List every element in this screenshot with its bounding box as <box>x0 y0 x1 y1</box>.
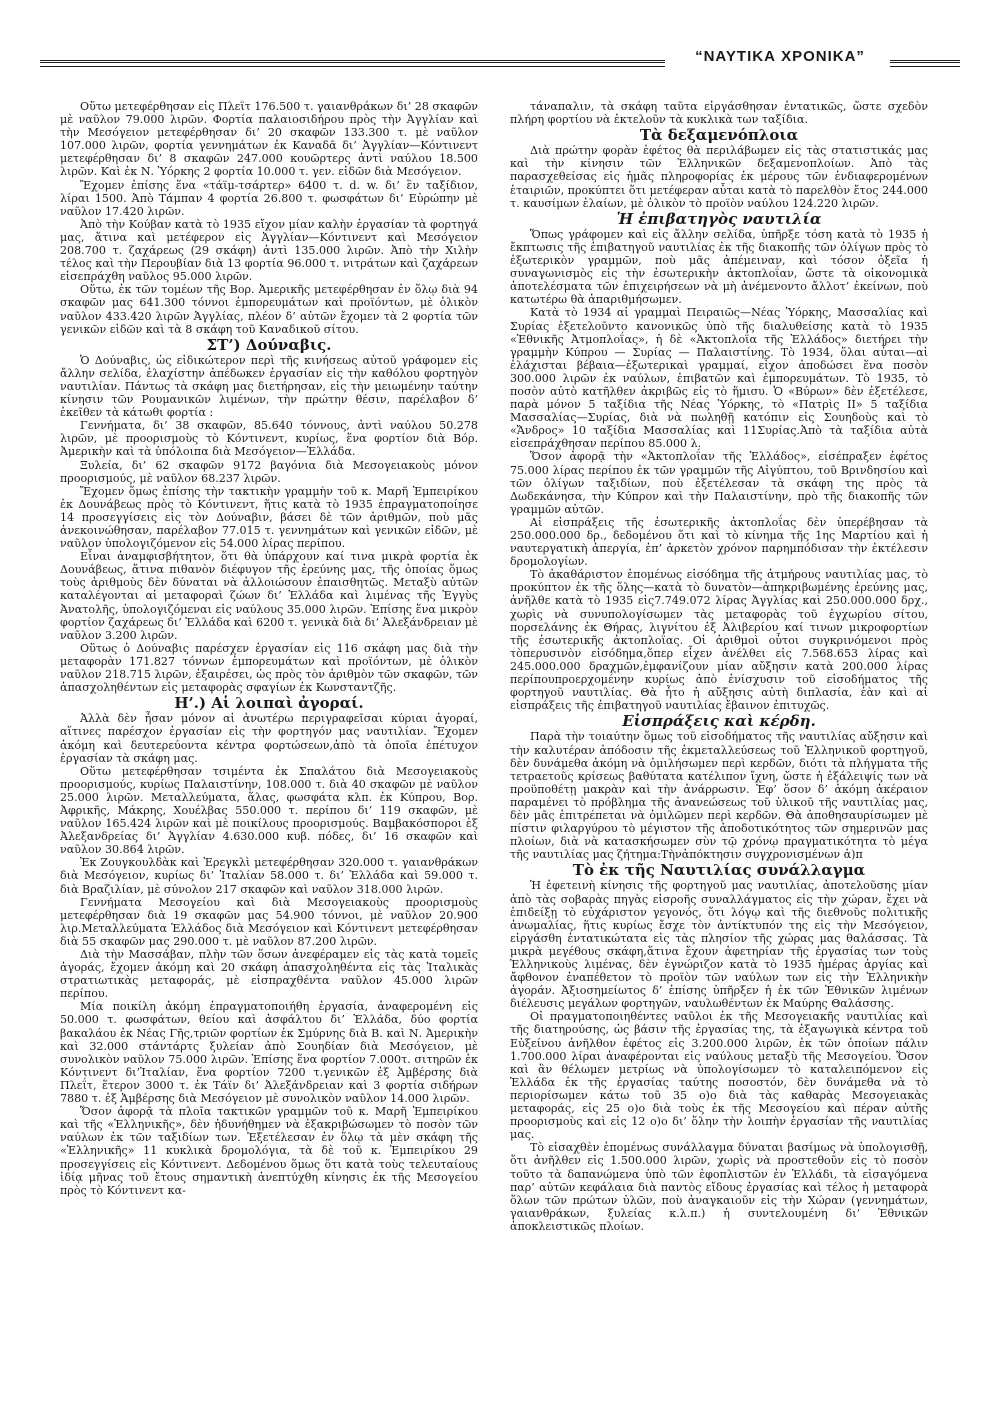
paragraph: Τὸ ἀκαθάριστον ἑπομένως εἰσόδημα τῆς ἀτμήρους ναυτιλίας μας, τὸ προκύπτον ἐκ τῆς ὅλης—κατὰ τὸ δυνατὸν—ἀπηκριβωμένης ἐρεύνης μας, ἀνῆλθε κατὰ τὸ 1935 εἰς7.749.072 λίρας Ἀγγλίας καὶ 250.000.000 δρχ., χωρὶς νὰ συνυπολογίσωμεν τὰς μεταφορὰς τοῦ ἐγχωρίου σίτου, πορσελάνης ἐκ Θήρας, λιγνίτου ἐξ Ἀλιβερίου καί τινων μικροφορτίων τῆς ἐσωτερικῆς ἀκτοπλοΐας. Οἱ ἀριθμοὶ οὗτοι συγκρινόμενοι πρὸς τὸπερυσινὸν εἰσόδημα,ὅπερ εἶχεν ἀνέλθει εἰς 7.568.653 λίρας καὶ 245.000.000 δραχμῶν,ἐμφανίζουν μίαν αὔξησιν κατὰ 200.000 λίρας περίπουπροερχομένην κυρίως ἀπὸ ἐνίσχυσιν τοῦ εἰσοδήματος τῆς φορτηγοῦ ναυτιλίας. Θὰ ἦτο ἡ αὔξησις αὐτὴ διπλασία, ἐὰν καὶ αἱ εἰσπράξεις τῆς ἐπιβατηγοῦ ναυτιλίας ἔβαινον ἐπιτυχῶς. <box>510 568 928 713</box>
paragraph: Ἡ ἐφετεινὴ κίνησις τῆς φορτηγοῦ μας ναυτιλίας, ἀποτελοῦσης μίαν ἀπὸ τὰς σοβαρὰς πηγὰς εἰσροῆς συναλλάγματος εἰς τὴν χώραν, ἔχει νὰ ἐπιδείξῃ τὸ εὐχάριστον γεγονός, ὅτι λόγῳ καὶ τῆς διεθνοῦς πολιτικῆς ἀνωμαλίας, ἥτις κυρίως ἔσχε τὸν ἀντίκτυπόν της εἰς τὴν Μεσόγειον, εἰργάσθη ἐντατικώτατα εἰς τὰς πλησίον τῆς χώρας μας θαλάσσας. Τὰ μικρὰ μεγέθους σκάφη,ἅτινα ἔχουν ἀφετηρίαν τῆς ἐργασίας των τοὺς Ἑλληνικοὺς λιμένας, δὲν ἐγνώριζον κατὰ τὸ 1935 ἡμέρας ἀργίας καὶ ἄφθονον ἐναπέθετον τὸ προϊὸν τῶν ναύλων των εἰς τὴν Ἑλληνικὴν ἀγοράν. Ἀξιοσημείωτος δ’ ἐπίσης ὑπῆρξεν ἡ ἐκ τῶν Ἐθνικῶν λιμένων διέλευσις μεγάλων φορτηγῶν, ναυλωθέντων ἐκ Μαύρης Θαλάσσης. <box>510 879 928 1011</box>
paragraph: Ἐκ Ζουγκουλδὰκ καὶ Ἐρεγκλὶ μετεφέρθησαν 320.000 τ. γαιανθράκων διὰ Μεσόγειον, κυρίως δι’ Ἰταλίαν 58.000 τ. δι’ Ἑλλάδα καὶ 59.000 τ. διὰ Βραζιλίαν, μὲ σύνολον 217 σκαφῶν καὶ ναῦλον 318.000 λιρῶν. <box>60 856 478 896</box>
left-column <box>60 100 478 1390</box>
journal-title: “ΝΑΥΤΙΚΑ ΧΡΟΝΙΚΑ” <box>695 48 865 65</box>
paragraph: τάναπαλιν, τὰ σκάφη ταῦτα εἰργάσθησαν ἐντατικῶς, ὥστε σχεδὸν πλήρη φορτίου νὰ ἐκτελοῦν τὰ κυκλικὰ των ταξίδια. <box>510 100 928 127</box>
paragraph: Τὸ εἰσαχθὲν ἑπομένως συνάλλαγμα δύναται βασίμως νὰ ὑπολογισθῇ, ὅτι ἀνῆλθεν εἰς 1.500.000 λιρῶν, χωρὶς νὰ προστεθοῦν εἰς τὸ ποσὸν τοῦτο τὰ δαπανώμενα ὑπὸ τῶν ἐφοπλιστῶν ἐν Ἑλλάδι, τὰ εἰσαγόμενα παρ’ αὐτῶν κεφάλαια διὰ παντὸς εἴδους ἐργασίας καὶ τέλος ἡ μεταφορὰ ὅλων τῶν πρώτων ὑλῶν, ποὺ ἀναγκαιοῦν εἰς τὴν Χώραν (γεννημάτων, γαιανθράκων, ξυλείας κ.λ.π.) ἡ συντελουμένη δι’ Ἐθνικῶν ἀποκλειστικῶς πλοίων. <box>510 1141 928 1233</box>
paragraph: Ὁ Δούναβις, ὡς εἰδικώτερον περὶ τῆς κινήσεως αὐτοῦ γράφομεν εἰς ἄλλην σελίδα, ἐλαχίστην ἀπέδωκεν ἐργασίαν εἰς τὴν καθόλου φορτηγὸν ναυτιλίαν. Πάντως τὰ σκάφη μας διετήρησαν, εἰς τὴν μειωμένην ταύτην κίνησιν τῶν Ρουμανικῶν λιμένων, τὴν πρώτην θέσιν, παρέλαβον δ’ ἐκεῖθεν τὰ κάτωθι φορτία : <box>60 353 478 420</box>
section-heading: Ἡ ἐπιβατηγὸς ναυτιλία <box>616 209 822 228</box>
right-column <box>510 100 928 1390</box>
page-header <box>40 48 960 78</box>
paragraph: Οὕτω, ἐκ τῶν τομέων τῆς Βορ. Ἀμερικῆς μετεφέρθησαν ἐν ὅλῳ διὰ 94 σκαφῶν μας 641.300 τόννοι ἐμπορευμάτων καὶ προϊόντων, μὲ ὁλικὸν ναῦλον 433.420 λιρῶν Ἀγγλίας, πλέον δ’ αὐτῶν ἔχομεν τὰ 2 φορτία τῶν γενικῶν εἰδῶν καὶ τὰ 8 σκάφη τοῦ Καναδικοῦ σίτου. <box>60 283 478 336</box>
paragraph: Ὅσον ἀφορᾷ τὰ πλοῖα τακτικῶν γραμμῶν τοῦ κ. Μαρῆ Ἐμπειρίκου καὶ τῆς «Ἑλληνικῆς», δὲν ἠδυνήθημεν νὰ ἐξακριβώσωμεν τὸ ποσὸν τῶν ναύλων ἐκ τῶν ταξιδίων των. Ἐξετέλεσαν ἐν ὅλῳ τὰ μὲν σκάφη τῆς «Ἑλληνικῆς» 11 κυκλικὰ δρομολόγια, τὰ δὲ τοῦ κ. Ἐμπειρίκου 29 προσεγγίσεις εἰς Κόντινεντ. Δεδομένου ὅμως ὅτι κατὰ τοὺς τελευταίους ἰδίᾳ μῆνας τοῦ ἔτους σημαντικὴ ἀνεπτύχθη κίνησις ἐκ τῆς Μεσογείου πρὸς τὸ Κόντινεντ κα- <box>60 1105 478 1197</box>
paragraph: Ἀλλὰ δὲν ἦσαν μόνον αἱ ἀνωτέρω περιγραφεῖσαι κύριαι ἀγοραί, αἵτινες παρέσχον ἐργασίαν εἰς τὴν φορτηγόν μας ναυτιλίαν. Ἔχομεν ἀκόμη καὶ δευτερεύοντα κέντρα φορτώσεων,ἀπὸ τὰ ὁποῖα ἐπέτυχον ἐργασίαν τὰ σκάφη μας. <box>60 712 478 765</box>
section-heading: Εἰσπράξεις καὶ κέρδη. <box>622 712 816 731</box>
paragraph: Μία ποικίλη ἀκόμη ἐπραγματοποιήθη ἐργασία, ἀναφερομένη εἰς 50.000 τ. φωσφάτων, θείου καὶ ἀσφάλτου δι’ Ἑλλάδα, δύο φορτία βακαλάου ἐκ Νέας Γῆς,τριῶν φορτίων ἐκ Σμύρνης διὰ Β. καὶ Ν. Ἀμερικὴν καὶ 32.000 στάντάρτς ξυλείαν ἀπὸ Σουηδίαν διὰ Μεσόγειον, μὲ συνολικὸν ναῦλον 75.000 λιρῶν. Ἐπίσης ἕνα φορτίον 7.000τ. σιτηρῶν ἐκ Κόντινεντ δι’Ἰταλίαν, ἕνα φορτίον 7200 τ.γενικῶν ἐξ Ἀμβέρσης διὰ Πλεΐτ, ἕτερον 3000 τ. ἐκ Τάϊν δι’ Ἀλεξάνδρειαν καὶ 3 φορτία σιδήρων 7880 τ. ἐξ Ἀμβέρσης διὰ Μεσόγειον μὲ συνολικὸν ναῦλον 14.000 λιρῶν. <box>60 1000 478 1106</box>
paragraph: Ὅπως γράφομεν καὶ εἰς ἄλλην σελίδα, ὑπῆρξε τόση κατὰ τὸ 1935 ἡ ἔκπτωσις τῆς ἐπιβατηγοῦ ναυτιλίας ἐκ τῆς διακοπῆς τῶν ὀλίγων πρὸς τὸ ἐξωτερικὸν γραμμῶν, ποὺ μᾶς ἀπέμειναν, καὶ τόσον ὀξεῖα ἡ συναγωνισμὸς εἰς τὴν ἐσωτερικὴν ἀκτοπλοΐαν, ὥστε τὰ οἰκονομικὰ ἀποτελέσματα τῶν ἐπιχειρήσεων νὰ μὴ ἀνέμενοντο ἄλλοτ’ ἐκείνων, ποὺ κατωτέρω θὰ ἀπαριθμήσωμεν. <box>510 227 928 307</box>
header-rule-left <box>40 60 665 67</box>
paragraph: Γεννήματα Μεσογείου καὶ διὰ Μεσογειακοὺς προορισμοὺς μετεφέρθησαν διὰ 19 σκαφῶν μας 54.900 τόννοι, μὲ ναῦλον 20.900 λιρ.Μεταλλεύματα Ἑλλάδος διὰ Μεσόγειον καὶ Κόντινεντ μετεφέρθησαν διὰ 55 σκαφῶν μας 290.000 τ. μὲ ναῦλον 87.200 λιρῶν. <box>60 895 478 948</box>
paragraph: Παρὰ τὴν τοιαύτην ὅμως τοῦ εἰσοδήματος τῆς ναυτιλίας αὔξησιν καὶ τὴν καλυτέραν ἀπόδοσιν τῆς ἐκμεταλλεύσεως τοῦ Ἑλληνικοῦ φορτηγοῦ, δὲν δυνάμεθα ἀκόμη νὰ ὁμιλήσωμεν περὶ κερδῶν, διότι τὰ πλήγματα τῆς τετραετοῦς κρίσεως βαθύτατα κατέλιπον ἴχνη, ὥστε ἡ ἐξάλειψίς των νὰ προϋποθέτῃ μακρὰν καὶ τὴν ἀνάρρωσιν. Ἐφ’ ὅσον δ’ ἀκόμη ἀκέραιον παραμένει τὸ πρόβλημα τῆς ἀνανεώσεως τοῦ ὑλικοῦ τῆς ναυτιλίας μας, δὲν μᾶς ἐπιτρέπεται νὰ ὁμιλῶμεν περὶ κερδῶν. Θὰ ἀποθησαυρίσωμεν μὲ πίστιν φιλαργύρου τὸ μέγιστον τῆς ἀποδοτικότητος τῶν σημερινῶν μας πλοίων, διὰ νὰ κατασκήσωμεν σὺν τῷ χρόνῳ πραγματικότητα τὸ μέγα τῆς ναυτιλίας μας ζήτημα:Τὴνἀπόκτησιν συγχρονισμένων ἀ)π <box>510 730 928 862</box>
header-rule-right <box>890 60 960 67</box>
paragraph: Διὰ τὴν Μασσάβαν, πλὴν τῶν ὅσων ἀνεφέραμεν εἰς τὰς κατὰ τομεῖς ἀγοράς, ἔχομεν ἀκόμη καὶ 20 σκάφη ἀπασχοληθέντα εἰς τὰς Ἰταλικὰς στρατιωτικὰς μεταφοράς, μὲ εἰσπραχθέντα ναῦλον 45.000 λιρῶν περίπου. <box>60 948 478 1001</box>
paragraph: Ἔχομεν ὅμως ἐπίσης τὴν τακτικὴν γραμμὴν τοῦ κ. Μαρῆ Ἐμπειρίκου ἐκ Δουνάβεως πρὸς τὸ Κόντινεντ, ἥτις κατὰ τὸ 1935 ἐπραγματοποίησε 14 προσεγγίσεις εἰς τὸν Δούναβιν, βάσει δὲ τῶν ἀριθμῶν, ποὺ μᾶς ἀνεκοινώθησαν, παρέλαβον 77.015 τ. γεννημάτων καὶ γενικῶν εἰδῶν, μὲ ναῦλον ὑπολογιζόμενον εἰς 54.000 λίρας περίπου. <box>60 484 478 551</box>
paragraph: Οὕτως ὁ Δούναβις παρέσχεν ἐργασίαν εἰς 116 σκάφη μας διὰ τὴν μεταφορὰν 171.827 τόννων ἐμπορευμάτων καὶ προϊόντων, μὲ ὁλικὸν ναῦλον 218.715 λιρῶν, ἐξαιρέσει, ὡς πρὸς τὸν ἀριθμὸν τῶν σκαφῶν, τῶν ἀπασχοληθέντων εἰς μεταφορὰς σφαγίων ἐκ Κωνσταντζῆς. <box>60 641 478 695</box>
paragraph: Κατὰ τὸ 1934 αἱ γραμμαὶ Πειραιῶς—Νέας Ὑόρκης, Μασσαλίας καὶ Συρίας ἐξετελοῦντο κανονικῶς ὑπὸ τῆς διαλυθείσης κατὰ τὸ 1935 «Ἐθνικῆς Ἀτμοπλοΐας», ἡ δὲ «Ἀκτοπλοΐα τῆς Ἑλλάδος» διετήρει τὴν γραμμὴν Κύπρου — Συρίας — Παλαιστίνης. Τὸ 1934, ὅλαι αὗται—αἱ ἐλάχισται βέβαια—ἐξωτερικαὶ γραμμαί, εἶχον ἀποδώσει ἕνα ποσὸν 300.000 λιρῶν ἐκ ναύλων, ἐπιβατῶν καὶ ἐμπορευμάτων. Τὸ 1935, τὸ ποσὸν αὐτὸ κατῆλθεν ἀκριβῶς εἰς τὸ ἥμισυ. Ὁ «Βύρων» δὲν ἐξετέλεσε, παρὰ μόνον 5 ταξίδια τῆς Νέας Ὑόρκης, τὸ «Πατρὶς ΙΙ» 5 ταξίδια Μασσαλίας—Συρίας, διὰ νὰ πωληθῇ κατόπιν εἰς Σουηδοὺς καὶ τὸ «Ἄνδρος» 10 ταξίδια Μασσαλίας καὶ 11Συρίας.Ἀπὸ τὰ ταξίδια αὐτὰ εἰσεπράχθησαν περίπου 85.000 λ. <box>510 306 928 451</box>
paragraph: Γεννήματα, δι’ 38 σκαφῶν, 85.640 τόννους, ἀντὶ ναύλου 50.278 λιρῶν, μὲ προορισμοὺς τὸ Κόντινεντ, κυρίως, ἕνα φορτίον διὰ Βόρ. Ἀμερικὴν καὶ τὰ ὑπόλοιπα διὰ Μεσόγειον—Ἑλλάδα. <box>60 419 478 459</box>
paragraph: Ἀπὸ τὴν Κούβαν κατὰ τὸ 1935 εἴχον μίαν καλὴν ἐργασίαν τὰ φορτηγά μας, ἅτινα καὶ μετέφερον εἰς Ἀγγλίαν—Κόντινεντ καὶ Μεσόγειον 208.700 τ. ζαχάρεως (29 σκάφη) ἀντὶ 135.000 λιρῶν. Ἀπὸ τὴν Χιλὴν τέλος καὶ τὴν Περουβίαν διὰ 13 φορτία 96.000 τ. νιτράτων καὶ ζαχάρεων εἰσεπράχθη ναῦλος 95.000 λιρῶν. <box>60 217 478 284</box>
paragraph: Οὕτω μετεφέρθησαν εἰς Πλεΐτ 176.500 τ. γαιανθράκων δι’ 28 σκαφῶν μὲ ναῦλον 79.000 λιρῶν. Φορτία παλαιοσιδήρου πρὸς τὴν Ἀγγλίαν καὶ τὴν Μεσόγειον μετεφέρθησαν δι’ 20 σκαφῶν 133.300 τ. μὲ ναῦλον 107.000 λιρῶν, φορτία γεννημάτων ἐκ Καναδᾶ δι’ Ἀγγλίαν—Κόντινεντ μετεφέρθησαν δι’ 8 σκαφῶν 247.000 κουῶρτερς ἀντὶ ναύλου 18.500 λιρῶν. Καὶ ἐκ Ν. Ὑόρκης 2 φορτία 10.000 τ. γεν. εἰδῶν διὰ Μεσόγειον. <box>60 100 478 179</box>
paragraph: Ὅσον ἀφορᾷ τὴν «Ἀκτοπλοΐαν τῆς Ἑλλάδος», εἰσέπραξεν ἐφέτος 75.000 λίρας περίπου ἐκ τῶν γραμμῶν τῆς Αἰγύπτου, τοῦ Βρινδησίου καὶ τῶν ὀλίγων ταξιδίων, ποὺ ἐξετέλεσαν τὰ σκάφη της πρὸς τὰ Δωδεκάνησα, τὴν Κύπρον καὶ τὴν Παλαιστίνην, πρὸ τῆς διακοπῆς τῶν γραμμῶν αὐτῶν. <box>510 450 928 516</box>
section-heading: Η’.) Αἱ λοιπαὶ ἀγοραί. <box>174 694 364 713</box>
section-heading: Τὸ ἐκ τῆς Ναυτιλίας συνάλλαγμα <box>572 861 866 880</box>
paragraph: Ξυλεία, δι’ 62 σκαφῶν 9172 βαγόνια διὰ Μεσογειακοὺς μόνον προορισμούς, μὲ ναῦλον 68.237 λιρῶν. <box>60 458 478 485</box>
paragraph: Οὕτω μετεφέρθησαν τσιμέντα ἐκ Σπαλάτου διὰ Μεσογειακοὺς προορισμούς, κυρίως Παλαιστίνην, 108.000 τ. διὰ 40 σκαφῶν μὲ ναῦλον 25.000 λιρῶν. Μεταλλεύματα, ἅλας, φωσφάτα κλπ. ἐκ Κύπρου, Βορ. Ἀφρικῆς, Μάκρης, Χουέλβας 550.000 τ. περίπου δι’ 119 σκαφῶν, μὲ ναῦλον 165.424 λιρῶν καὶ μὲ ποικίλους προορισμούς. Βαμβακόσποροι ἐξ Ἀλεξανδρείας δι’ Ἀγγλίαν 4.630.000 κυβ. πόδες, δι’ 16 σκαφῶν καὶ ναῦλον 30.864 λιρῶν. <box>60 764 478 857</box>
paragraph: Οἱ πραγματοποιηθέντες ναῦλοι ἐκ τῆς Μεσογειακῆς ναυτιλίας καὶ τῆς διατηρούσης, ὡς βάσιν τῆς ἐργασίας της, τὰ ἐξαγωγικὰ κέντρα τοῦ Εὐξείνου ἀνῆλθον ἐφέτος εἰς 3.200.000 λιρῶν, ἐκ τῶν ὁποίων πάλιν 1.700.000 λίραι ἀναφέρονται εἰς ναύλους μεταξὺ τῆς Μεσογείου. Ὅσον καὶ ἂν θέλωμεν μετρίως νὰ ὑπολογίσωμεν τὸ καταλειπόμενον εἰς Ἑλλάδα ἐκ τῆς ἐργασίας ταύτης ποσοστόν, δὲν δυνάμεθα νὰ τὸ περιορίσωμεν κάτω τοῦ 35 ο)ο διὰ τὰς καθαρὰς Μεσογειακὰς μεταφοράς, εἰς 25 ο)ο διὰ τοὺς ἐκ τῆς Μεσογείου καὶ πέραν αὐτῆς προορισμοὺς καὶ εἰς 12 ο)ο δι’ ὅλην τὴν λοιπὴν ἐργασίαν τῆς ναυτιλίας μας. <box>510 1010 928 1142</box>
paragraph: Αἱ εἰσπράξεις τῆς ἐσωτερικῆς ἀκτοπλοΐας δὲν ὑπερέβησαν τὰ 250.000.000 δρ., δεδομένου ὅτι καὶ τὸ κίνημα τῆς 1ης Μαρτίου καὶ ἡ ναυτεργατικὴ ἀπεργία, ἐπ’ ἀρκετὸν χρόνον παρημπόδισαν τὴν ἐκτέλεσιν δρομολογίων. <box>510 515 928 569</box>
paragraph: Διὰ πρώτην φορὰν ἐφέτος θὰ περιλάβωμεν εἰς τὰς στατιστικάς μας καὶ τὴν κίνησιν τῶν Ἑλληνικῶν δεξαμενοπλοίων. Ἀπὸ τὰς παρασχεθείσας εἰς ἡμᾶς πληροφορίας ἐκ μέρους τῶν ἐνδιαφερομένων ἑταιριῶν, προκύπτει ὅτι μετέφεραν αὗται κατὰ τὸ παρελθὸν ἔτος 244.000 τ. καυσίμων ἐλαίων, μὲ ὁλικὸν τὸ προϊὸν ναύλου 124.220 λιρῶν. <box>510 144 928 210</box>
section-heading: Τὰ δεξαμενόπλοια <box>639 126 799 145</box>
section-heading: ΣΤ’) Δούναβις. <box>206 335 332 354</box>
paragraph: Ἔχομεν ἐπίσης ἕνα «τάϊμ-τσάρτερ» 6400 τ. d. w. δι’ ἓν ταξίδιον, λίραι 1500. Ἀπὸ Τάμπαν 4 φορτία 26.800 τ. φωσφάτων δι’ Εὐρώπην μὲ ναῦλον 17.420 λιρῶν. <box>60 178 478 218</box>
paragraph: Εἶναι ἀναμφισβήτητον, ὅτι θὰ ὑπάρχουν καί τινα μικρὰ φορτία ἐκ Δουνάβεως, ἅτινα πιθανὸν διέφυγον τῆς ἐρεύνης μας, τῆς ὁποίας ὅμως τοὺς ἀριθμοὺς δὲν δύναται νὰ ἀλλοιώσουν ἐπαισθητῶς. Μεταξὺ αὐτῶν καταλέγονται αἱ μεταφοραὶ ζώων δι’ Ἑλλάδα καὶ λιμένας τῆς Ἐγγὺς Ἀνατολῆς, ὑπολογιζόμεναι εἰς ναύλους 35.000 λιρῶν. Ἐπίσης ἕνα μικρὸν φορτίον ζαχάρεως δι’ Ἑλλάδα καὶ 6200 τ. γενικὰ διὰ δι’ Ἀλεξάνδρειαν μὲ ναῦλον 3.200 λιρῶν. <box>60 550 478 642</box>
